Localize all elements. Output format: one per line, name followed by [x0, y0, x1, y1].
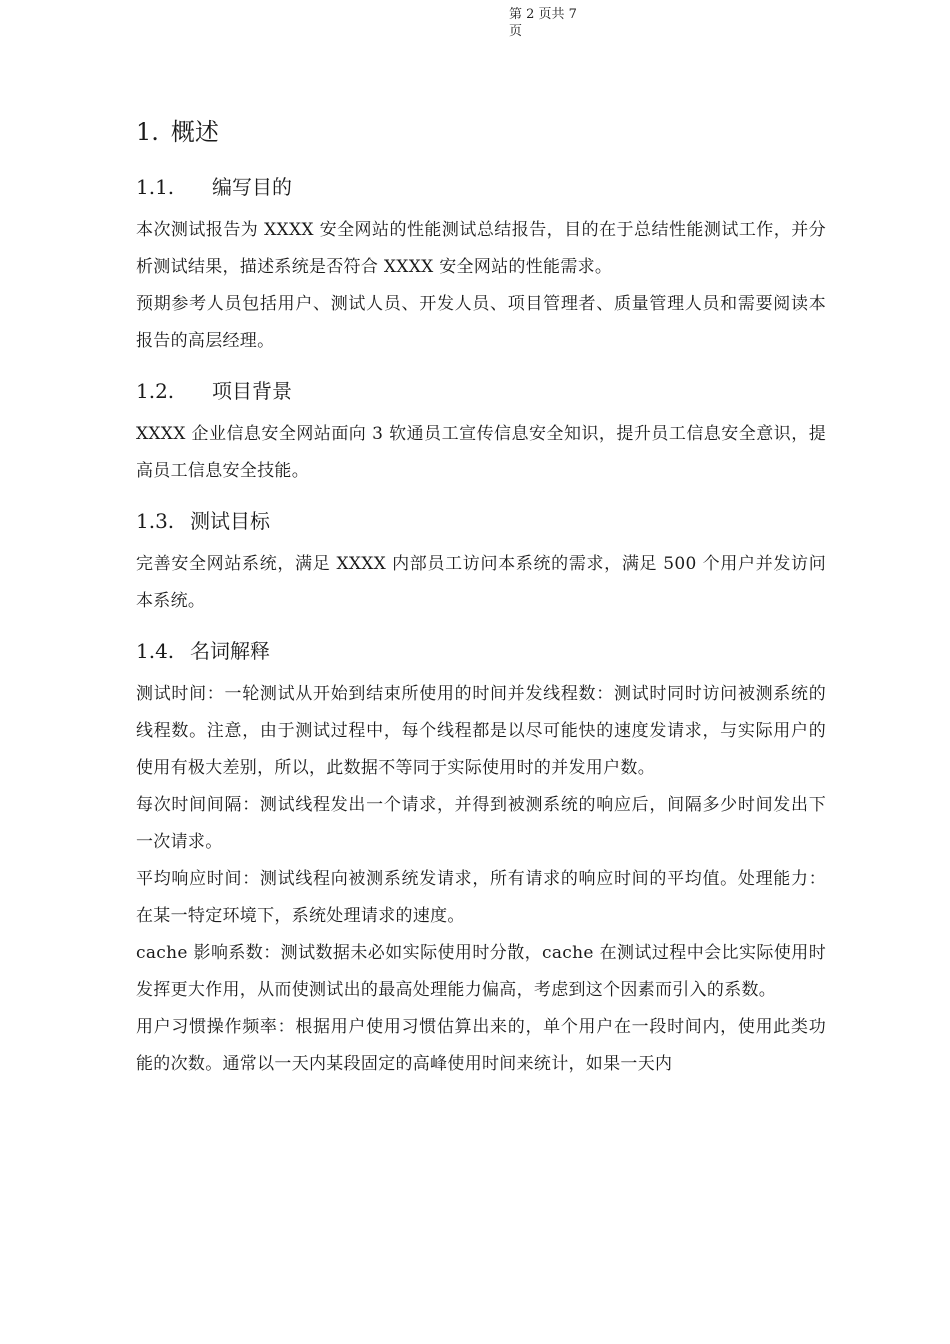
section-title: 名词解释	[190, 639, 270, 663]
paragraph: 完善安全网站系统，满足 XXXX 内部员工访问本系统的需求，满足 500 个用户并发访问本系统。	[136, 554, 826, 611]
section-number: 1.3.	[136, 509, 175, 533]
paragraph: cache 影响系数：测试数据未必如实际使用时分散，cache 在测试过程中会比实际使用时发挥更大作用，从而使测试出的最高处理能力偏高，考虑到这个因素而引入的系数。	[136, 943, 826, 1000]
chapter-number: 1.	[136, 118, 159, 146]
paragraph: 预期参考人员包括用户、测试人员、开发人员、项目管理者、质量管理人员和需要阅读本报告的高层经理。	[136, 294, 826, 351]
section-goals	[136, 504, 826, 620]
section-number: 1.2.	[136, 379, 175, 403]
paragraph: 用户习惯操作频率：根据用户使用习惯估算出来的，单个用户在一段时间内，使用此类功能的次数。通常以一天内某段固定的高峰使用时间来统计，如果一天内	[136, 1017, 826, 1074]
section-number: 1.1.	[136, 175, 175, 199]
chapter-heading	[136, 112, 826, 152]
section-title: 项目背景	[212, 379, 292, 403]
paragraph: 每次时间间隔：测试线程发出一个请求，并得到被测系统的响应后，间隔多少时间发出下一次请求。	[136, 795, 826, 852]
section-purpose	[136, 170, 826, 360]
section-heading	[136, 634, 826, 668]
section-glossary	[136, 634, 826, 1083]
section-background	[136, 374, 826, 490]
page-indicator: 第 2 页共 7 页	[509, 7, 577, 39]
section-number: 1.4.	[136, 639, 175, 663]
page-header	[509, 6, 589, 40]
paragraph: 本次测试报告为 XXXX 安全网站的性能测试总结报告，目的在于总结性能测试工作，并分析测试结果，描述系统是否符合 XXXX 安全网站的性能需求。	[136, 220, 826, 277]
paragraph: 测试时间：一轮测试从开始到结束所使用的时间并发线程数：测试时同时访问被测系统的线程数。注意，由于测试过程中，每个线程都是以尽可能快的速度发请求，与实际用户的使用有极大差别，所以，此数据不等同于实际使用时的并发用户数。	[136, 684, 826, 778]
section-heading	[136, 374, 826, 408]
paragraph: 平均响应时间：测试线程向被测系统发请求，所有请求的响应时间的平均值。处理能力：在某一特定环境下，系统处理请求的速度。	[136, 869, 826, 926]
section-heading	[136, 170, 826, 204]
chapter-title: 概述	[170, 118, 219, 146]
section-title: 测试目标	[190, 509, 270, 533]
section-title: 编写目的	[212, 175, 292, 199]
section-heading	[136, 504, 826, 538]
paragraph: XXXX 企业信息安全网站面向 3 软通员工宣传信息安全知识，提升员工信息安全意识，提高员工信息安全技能。	[136, 424, 826, 481]
document-body	[136, 112, 826, 1083]
